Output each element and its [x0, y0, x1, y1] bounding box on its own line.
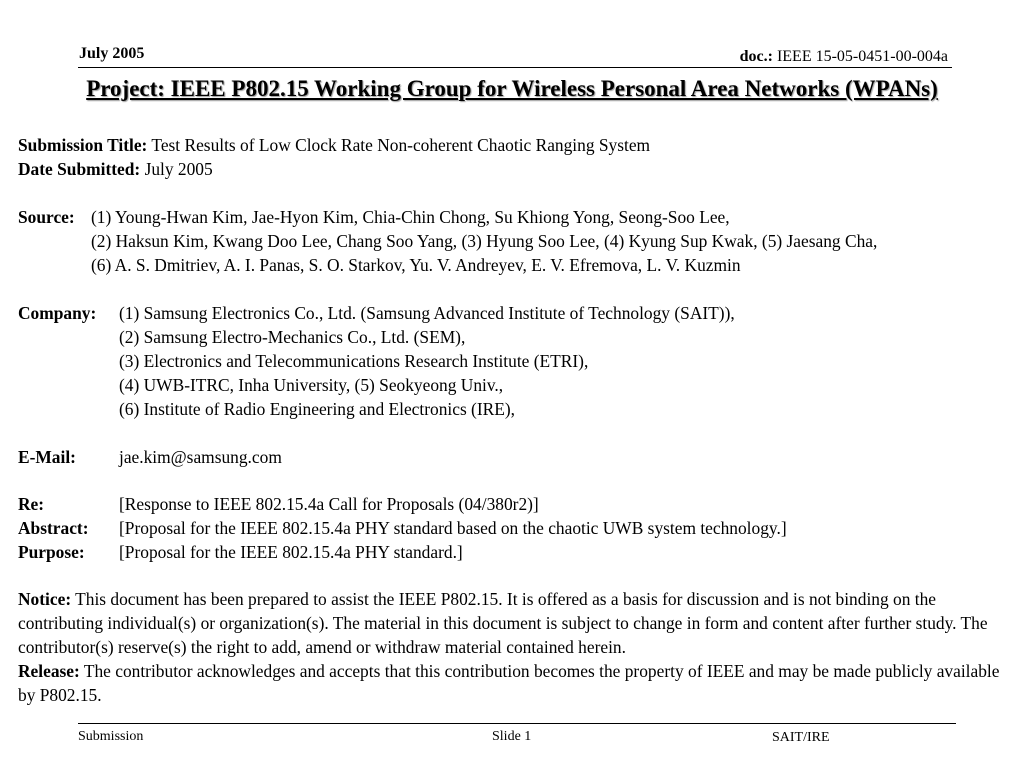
date-submitted-label: Date Submitted:: [18, 159, 141, 179]
release-text: The contributor acknowledges and accepts that this contribution becomes the property of IEEE and may be made publicly available by P802.15.: [18, 661, 1000, 705]
notice-label: Notice:: [18, 589, 72, 609]
footer-right: SAIT/IRE: [772, 730, 830, 745]
purpose-label: Purpose:: [18, 542, 85, 562]
footer-divider: [78, 723, 956, 724]
header-doc-id: [740, 48, 948, 66]
email-value: jae.kim@samsung.com: [119, 447, 282, 467]
company-line-5: (6) Institute of Radio Engineering and Electronics (IRE),: [119, 399, 516, 419]
footer-slide-number: Slide 1: [492, 729, 532, 744]
email-label: E-Mail:: [18, 447, 76, 467]
submission-title-value: Test Results of Low Clock Rate Non-coherent Chaotic Ranging System: [151, 135, 651, 155]
abstract-value: [Proposal for the IEEE 802.15.4a PHY standard based on the chaotic UWB system technology.]: [119, 518, 787, 538]
company-line-3: (3) Electronics and Telecommunications Research Institute (ETRI),: [119, 351, 589, 371]
header-divider: [78, 67, 952, 68]
company-line-2: (2) Samsung Electro-Mechanics Co., Ltd. (SEM),: [119, 327, 466, 347]
source-label: Source:: [18, 207, 75, 227]
release-label: Release:: [18, 661, 80, 681]
page-title: Project: IEEE P802.15 Working Group for Wireless Personal Area Networks (WPANs): [86, 76, 938, 101]
footer-left: Submission: [78, 729, 144, 744]
abstract-label: Abstract:: [18, 518, 89, 538]
submission-title-line: [18, 135, 650, 155]
date-submitted-value: July 2005: [144, 159, 213, 179]
company-label: Company:: [18, 303, 97, 323]
doc-label: doc.:: [739, 48, 773, 65]
header-date: July 2005: [79, 45, 145, 62]
notice-text: This document has been prepared to assist the IEEE P802.15. It is offered as a basis for discussion and is not binding on the contributing individual(s) or organization(s). The material in this document is subject to change in form and content after further study. The contributor(s) reserve(s) the right to add, amend or withdraw material contained herein.: [18, 589, 988, 657]
company-line-4: (4) UWB-ITRC, Inha University, (5) Seokyeong Univ.,: [119, 375, 504, 395]
purpose-value: [Proposal for the IEEE 802.15.4a PHY standard.]: [119, 542, 463, 562]
source-line-3: (6) A. S. Dmitriev, A. I. Panas, S. O. Starkov, Yu. V. Andreyev, E. V. Efremova, L. V. Kuzmin: [91, 255, 741, 275]
re-value: [Response to IEEE 802.15.4a Call for Proposals (04/380r2)]: [119, 494, 539, 514]
doc-id: IEEE 15-05-0451-00-004a: [776, 48, 948, 65]
source-line-2: (2) Haksun Kim, Kwang Doo Lee, Chang Soo Yang, (3) Hyung Soo Lee, (4) Kyung Sup Kwak, (5) Jaesang Cha,: [91, 231, 878, 251]
date-submitted-line: [18, 159, 213, 179]
notice-paragraph: [18, 587, 1003, 659]
release-paragraph: [18, 659, 1003, 707]
company-line-1: (1) Samsung Electronics Co., Ltd. (Samsung Advanced Institute of Technology (SAIT)),: [119, 303, 735, 323]
source-line-1: (1) Young-Hwan Kim, Jae-Hyon Kim, Chia-Chin Chong, Su Khiong Yong, Seong-Soo Lee,: [91, 207, 730, 227]
submission-title-label: Submission Title:: [18, 135, 148, 155]
re-label: Re:: [18, 494, 45, 514]
